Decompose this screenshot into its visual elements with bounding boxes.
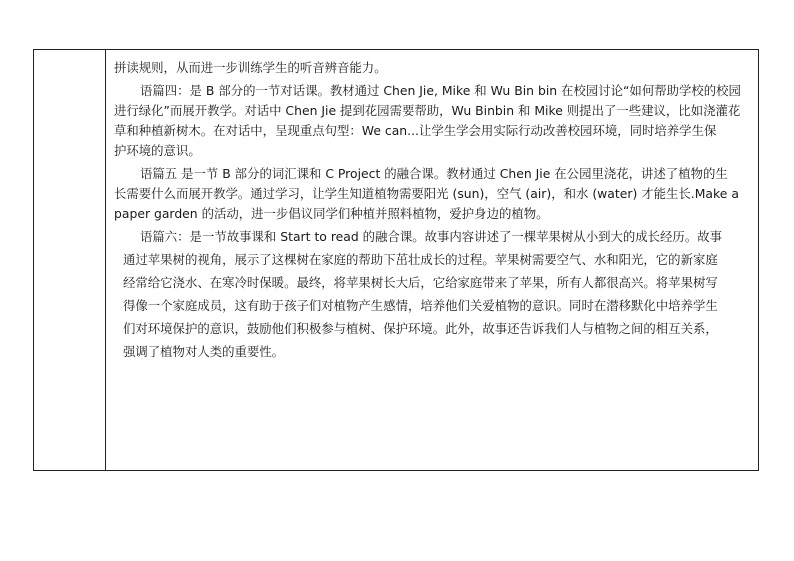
content-cell [114,60,752,359]
document-table [33,49,759,471]
paragraph-line: 草和种植新树木。在对话中，呈现重点句型：We can...让学生学会用实际行动改善校园环境，同时培养学生保 [114,123,717,138]
paragraph-line: 得像一个家庭成员，这有助于孩子们对植物产生感情，培养他们关爱植物的意识。同时在潜移默化中培养学生 [123,298,718,313]
paragraph-line: 进行绿化”而展开教学。对话中 Chen Jie 提到花园需要帮助，Wu Binbin 和 Mike 则提出了一些建议，比如浇灌花 [114,103,741,118]
paragraph-line: 护环境的意识。 [114,143,201,158]
paragraph-discourse-6 [114,229,752,359]
paragraph-line: 们对环境保护的意识，鼓励他们积极参与植树、保护环境。此外，故事还告诉我们人与植物之间的相互关系， [123,321,718,336]
paragraph-discourse-5 [114,166,752,221]
paragraph-line: paper garden 的活动，进一步倡议同学们种植并照料植物，爱护身边的植物。 [114,206,549,221]
paragraph-line: 语篇四：是 B 部分的一节对话课。教材通过 Chen Jie, Mike 和 Wu Bin bin 在校园讨论“如何帮助学校的校园 [140,83,741,98]
column-divider [105,50,106,470]
paragraph-line: 长需要什么而展开教学。通过学习，让学生知道植物需要阳光 (sun)，空气 (air)，和水 (water) 才能生长.Make a [114,186,739,201]
paragraph-line: 经常给它浇水、在寒冷时保暖。最终，将苹果树长大后，它给家庭带来了苹果，所有人都很高兴。将苹果树写 [123,275,718,290]
paragraph-line: 强调了植物对人类的重要性。 [123,344,285,359]
paragraph-discourse-4 [114,83,752,158]
paragraph-line: 语篇六：是一节故事课和 Start to read 的融合课。故事内容讲述了一棵苹果树从小到大的成长经历。故事 [140,229,722,244]
paragraph-line: 语篇五 是一节 B 部分的词汇课和 C Project 的融合课。教材通过 Chen Jie 在公园里浇花，讲述了植物的生 [140,166,728,181]
left-empty-cell [34,50,105,470]
paragraph-line: 通过苹果树的视角，展示了这棵树在家庭的帮助下茁壮成长的过程。苹果树需要空气、水和阳光，它的新家庭 [123,252,718,267]
intro-line: 拼读规则，从而进一步训练学生的听音辨音能力。 [114,60,387,75]
